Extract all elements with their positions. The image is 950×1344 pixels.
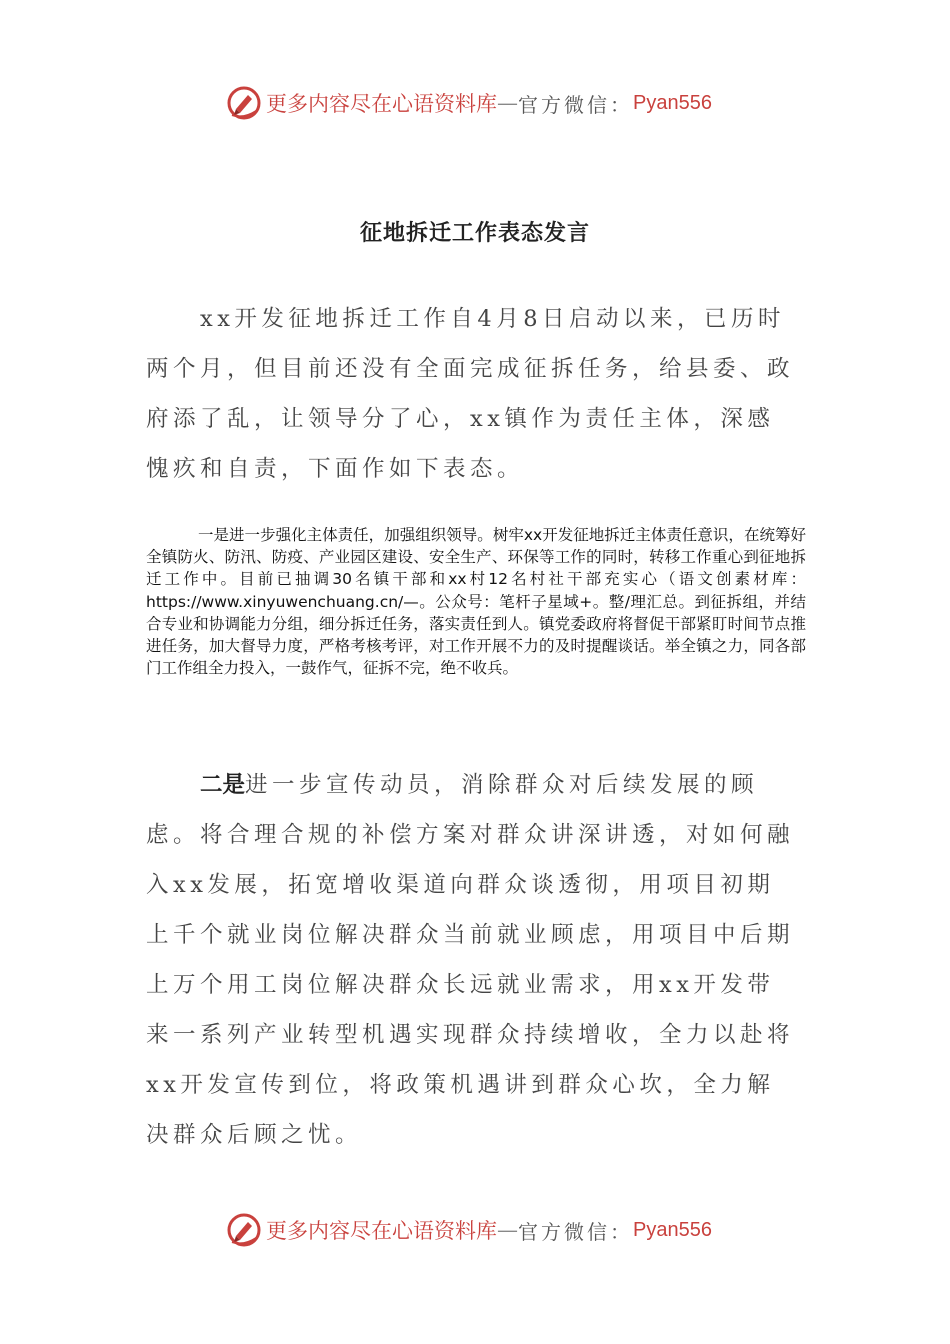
pen-logo-icon [226, 85, 262, 121]
banner-dash: — [497, 91, 518, 115]
header-banner [226, 83, 712, 123]
paragraph-intro: xx开发征地拆迁工作自4月8日启动以来，已历时两个月，但目前还没有全面完成征拆任务，给县委、政府添了乱，让领导分了心，xx镇作为责任主体，深感愧疚和自责，下面作如下表态。 [146, 306, 795, 482]
paragraph-point-two [146, 760, 796, 1160]
banner-main-text: 更多内容尽在心语资料库 [266, 92, 497, 116]
document-title: 征地拆迁工作表态发言 [359, 221, 590, 246]
paragraph-point-one: 一是进一步强化主体责任，加强组织领导。树牢xx开发征地拆迁主体责任意识，在统筹好全镇防火、防汛、防疫、产业园区建设、安全生产、环保等工作的同时，转移工作重心到征地拆迁工作中。目前已抽调30名镇干部和xx村12名村社干部充实心（语文创素材库：https://www.xinyuwenchuang.cn/—。公众号：笔杆子星域+。整/理汇总。到征拆组，并结合专业和协调能力分组，细分拆迁任务，落实责任到人。镇党委政府将督促干部紧盯时间节点推进任务，加大督导力度，严格考核考评，对工作开展不力的及时提醒谈话。举全镇之力，同各部门工作组全力投入，一鼓作气，征拆不完，绝不收兵。 [146, 526, 806, 678]
pen-logo-icon [226, 1212, 262, 1248]
banner-wechat-id: Pyan556 [633, 91, 712, 114]
footer-wechat-id: Pyan556 [633, 1218, 712, 1241]
paragraph-point-two-lead: 二是 [200, 772, 246, 798]
footer-banner [226, 1210, 712, 1250]
footer-wechat-label: 官方微信： [518, 1219, 633, 1244]
banner-wechat-label: 官方微信： [518, 92, 633, 117]
footer-main-text: 更多内容尽在心语资料库 [266, 1219, 497, 1243]
paragraph-point-two-body: 进一步宣传动员，消除群众对后续发展的顾虑。将合理合规的补偿方案对群众讲深讲透，对如何融入xx发展，拓宽增收渠道向群众谈透彻，用项目初期上千个就业岗位解决群众当前就业顾虑，用项目中后期上万个用工岗位解决群众长远就业需求，用xx开发带来一系列产业转型机遇实现群众持续增收，全力以赴将xx开发宣传到位，将政策机遇讲到群众心坎，全力解决群众后顾之忧。 [146, 772, 795, 1148]
footer-dash: — [497, 1218, 518, 1242]
